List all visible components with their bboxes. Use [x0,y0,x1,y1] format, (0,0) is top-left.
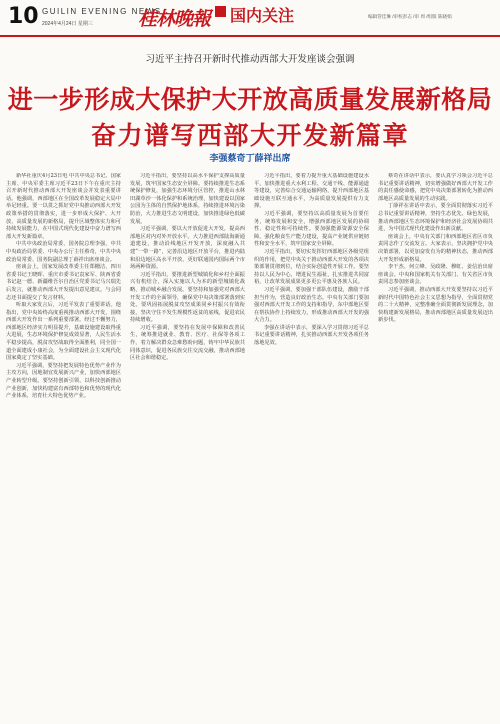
paragraph: 习近平指出，要着力提升重大基础设施建设水平，加快推进重大水利工程、交通干线、能源通道等建设，完善综合交通运输网络，提升西部地区基础设施互联互通水平，为高质量发展提供有力支撑。 [254,173,369,210]
article-body [6,173,494,693]
headline-line-1: 进一步形成大保护大开放高质量发展新格局 [7,85,493,114]
text-column-2 [130,173,245,693]
text-column-3 [254,173,369,693]
paragraph: 听取大家发言后，习近平发表了重要讲话。他指出，党中央始终高度重视推动西部大开发，围绕西部大开发作出一系列重要部署。经过不懈努力，西部地区经济实力明显提升，基础设施建设取得重大进展，生态环境保护修复成效显著，人民生活水平稳步提高，脱贫攻坚战取得全面胜利，同全国一道全面建成小康社会，为全面建设社会主义现代化国家奠定了坚实基础。 [6,302,121,362]
paragraph: 李强在讲话中表示，要深入学习贯彻习近平总书记重要讲话精神，扎实推动西部大开发各项任务落地见效。 [254,324,369,347]
text-column-1 [6,173,121,693]
article-kicker: 习近平主持召开新时代推动西部大开发座谈会强调 [145,54,355,65]
paragraph: 李干杰、何立峰、吴政隆、穆虹、姜信治出席座谈会。中央和国家机关有关部门、有关省区市负责同志参加座谈会。 [378,264,493,286]
page-header [0,0,500,38]
paragraph: 座谈会上，国家发展改革委主任郑栅洁、四川省委书记王晓晖、重庆市委书记袁家军、陕西省委书记赵一德、新疆维吾尔自治区党委书记马兴瑞先后发言，就推动西部大开发提出意见建议。与会同志还书面提交了发言材料。 [6,264,121,301]
paragraph: 习近平强调，要以大开放促进大开发，提高西部地区对内对外开放水平。大力推进西部陆海新通道建设，推动沿线地区开发开放，深度融入共建“一带一路”，完善沿边地区开放平台，推进内陆和沿边地区高水平开放，更好联通国内国际两个市场两种资源。 [130,226,245,271]
headline-line-2: 奋力谱写西部大开发新篇章 [90,121,409,150]
editor-credits: 编辑管佳琳 /审校彭志 /审 周 /组版 陈晓娟 [368,14,452,19]
paragraph: 习近平指出，要坚持以高水平保护支撑高质量发展，筑牢国家生态安全屏障。要持续推进生态系统保护修复，加强生态环境分区管控，推进山水林田湖草沙一体化保护和系统治理，加快建设以国家公园为主体的自然保护地体系，持续推进环境污染防治，大力推进生态文明建设，加快推进绿色低碳发展。 [130,173,245,225]
header-rule [0,35,500,37]
paragraph: 蔡奇在讲话中表示，要认真学习领会习近平总书记重要讲话精神，切实增强做好西部大开发工作的责任感使命感，把党中央决策部署转化为推动西部地区高质量发展的生动实践。 [378,173,493,202]
issue-date: 2024年4月24日 星期三 [42,21,93,27]
paragraph: 习近平强调，要坚持把发展特色优势产业作为主攻方向，因地制宜发展新兴产业，加快西部地区产业转型升级。要坚持创新引领，以科技创新推动产业创新，加快构建富有西部特色和优势的现代化产业体系，培育壮大特色优势产业。 [6,362,121,400]
paragraph: 习近平指出，要切实发挥好西部地区各级党组织的作用，把党中央关于推动西部大开发的各项决策部署贯彻到位，结合实际创造性开展工作。要坚持以人民为中心，增进民生福祉，扎实推进共同富裕，让改革发展成果更多更公平惠及各族人民。 [254,248,369,286]
page-number: 10 [8,4,39,29]
newspaper-logo: 桂林晚報 [138,8,211,30]
article-byline: 李强蔡奇丁薛祥出席 [209,154,291,164]
paragraph: 习近平指出，要推进新型城镇化和乡村全面振兴有机结合，深入实施以人为本的新型城镇化战略，推动城乡融合发展。要坚持和加强党对西部大开发工作的全面领导，确保党中央决策部署落到实处。要巩固拓展脱贫攻坚成果同乡村振兴有效衔接，坚决守住不发生规模性返贫的底线，促进农民持续增收。 [130,271,245,324]
paragraph: 习近平强调，要坚持在发展中保障和改善民生，统筹推进就业、教育、医疗、社保等各项工作，着力解决群众急难愁盼问题，铸牢中华民族共同体意识，促进各民族交往交流交融，推动西部地区社会和谐稳定。 [130,324,245,362]
paragraph: 丁薛祥在讲话中表示，要全面贯彻落实习近平总书记重要讲话精神，坚持生态优先、绿色发展，推动西部地区生态环境保护和经济社会发展协调共进，为中国式现代化建设作出新贡献。 [378,203,493,233]
section-title: 国内关注 [230,6,295,25]
section-marker-icon [215,6,226,17]
paragraph: 新华社重庆4月23日电 中共中央总书记、国家主席、中央军委主席习近平23日下午在重庆主持召开新时代推动西部大开发座谈会并发表重要讲话。他强调，西部地区在全国改革发展稳定大局中举足轻重。要一以贯之抓好党中央推动西部大开发政策举措的贯彻落实，进一步形成大保护、大开放、高质量发展的新格局，提升区域整体实力和可持续发展能力，在中国式现代化建设中奋力谱写西部大开发新篇章。 [6,173,121,240]
paragraph: 习近平强调，要坚持以高质量发展为首要任务，统筹发展和安全，增强西部地区发展的协调性、稳定性和可持续性。要加强能源资源安全保障，强化粮食生产能力建设，提高产业链供应链韧性和安全水平，筑牢国家安全屏障。 [254,210,369,248]
paper-name-english: GUILIN EVENING NEWS [42,7,162,16]
paragraph: 习近平强调，要加强干部队伍建设，激励干部担当作为，营造良好政治生态。中央有关部门要加强对西部大开发工作的支持和指导，东中部地区要在帮扶协作上持续发力，形成推动西部大开发的强大合力。 [254,286,369,324]
paragraph: 习近平强调，推动西部大开发要坚持以习近平新时代中国特色社会主义思想为指导，全面贯彻党的二十大精神，完整准确全面贯彻新发展理念，加快构建新发展格局，推动西部地区高质量发展迈出新步伐。 [378,286,493,324]
paragraph: 座谈会上，中央有关部门和西部地区省区市负责同志作了交流发言。大家表示，坚决拥护党中央决策部署，以更加奋发有为的精神状态，推动西部大开发形成新格局。 [378,233,493,263]
text-column-4 [378,173,493,693]
paragraph: 中共中央政治局常委、国务院总理李强，中共中央政治局常委、中央办公厅主任蔡奇，中共中央政治局常委、国务院副总理丁薛祥出席座谈会。 [6,241,121,263]
